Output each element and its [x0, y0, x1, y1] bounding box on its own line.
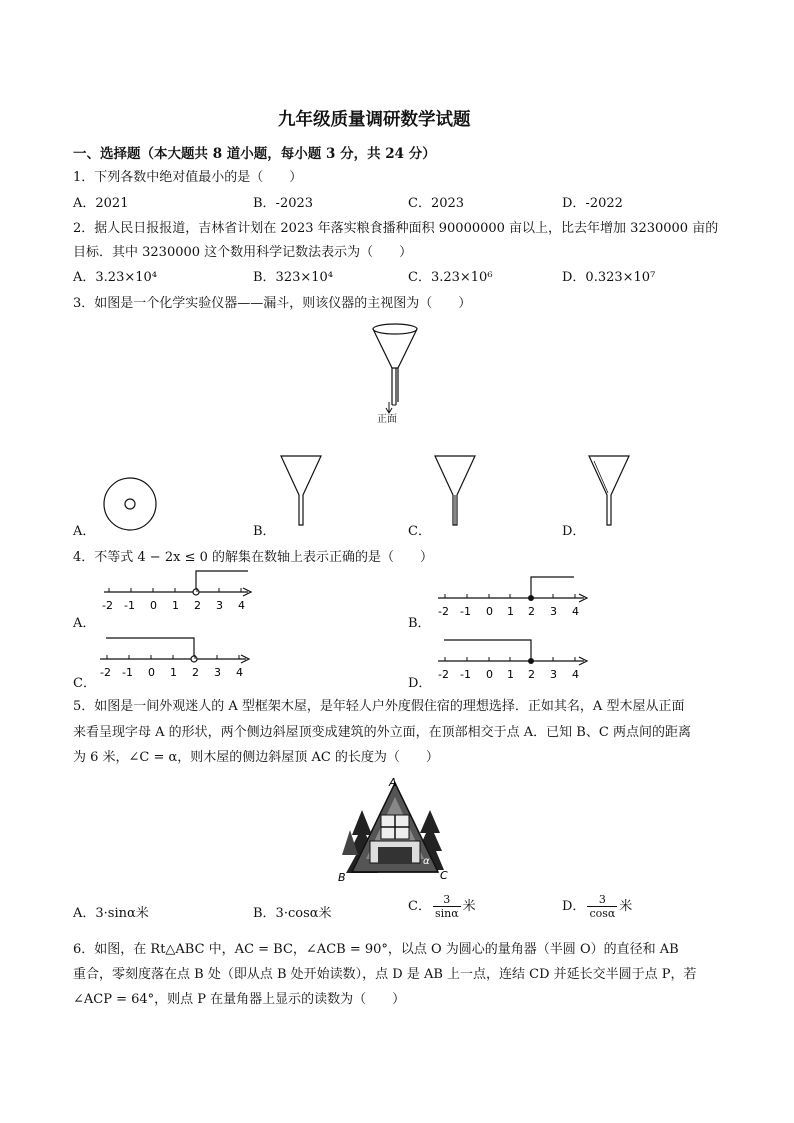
tick-label: 2 [194, 599, 201, 612]
tick-label: 4 [236, 666, 243, 678]
fraction-numerator: 3 [587, 893, 617, 907]
q6-line1: 6．如图，在 Rt△ABC 中，AC = BC，∠ACB = 90°，以点 O 为圆心的量角器（半圆 O）的直径和 AB [73, 942, 679, 957]
tick-label: 3 [550, 605, 557, 618]
tick-label: 0 [486, 605, 493, 618]
tick-label: 1 [172, 599, 179, 612]
label-alpha: α [423, 856, 430, 867]
q5-option-d[interactable] [562, 893, 632, 920]
tick-label: 0 [148, 666, 155, 678]
q2-option-d[interactable]: D．0.323×10⁷ [562, 270, 656, 285]
tick-label: 1 [170, 666, 177, 678]
tick-label: -1 [122, 666, 133, 678]
q1-stem: 1．下列各数中绝对值最小的是（ ） [73, 170, 303, 185]
tick-label: -1 [460, 668, 471, 680]
tick-label: -1 [460, 605, 471, 618]
tick-label: 4 [238, 599, 245, 612]
q1-option-b[interactable]: B．-2023 [253, 196, 314, 211]
fraction-denominator: cosα [589, 907, 616, 920]
q3-option-d-funnel-icon [588, 455, 630, 527]
q4-stem: 4．不等式 4 − 2x ≤ 0 的解集在数轴上表示正确的是（ ） [73, 550, 433, 565]
q4-option-a[interactable]: A． [73, 616, 96, 631]
label-c: C [440, 869, 448, 882]
q5-option-d-unit: 米 [619, 899, 633, 914]
q5-option-c-prefix: C． [408, 899, 431, 914]
q1-option-c[interactable]: C．2023 [408, 196, 465, 211]
q5-option-c[interactable] [408, 893, 476, 920]
q2-option-a[interactable]: A．3.23×10⁴ [73, 270, 157, 285]
tick-label: -2 [102, 599, 113, 612]
q5-option-c-unit: 米 [462, 899, 476, 914]
q2-option-b[interactable]: B．323×10⁴ [253, 270, 334, 285]
tick-label: -2 [438, 605, 449, 618]
q3-option-b-funnel-icon [280, 455, 322, 527]
q2-line2: 目标．其中 3230000 这个数用科学记数法表示为（ ） [73, 245, 413, 260]
q4-option-d[interactable]: D． [408, 676, 432, 691]
tick-label: 0 [150, 599, 157, 612]
tick-label: 1 [507, 668, 514, 680]
a-frame-cabin-figure [332, 775, 462, 885]
front-label: 正面 [377, 414, 397, 425]
q4-option-c-numberline [96, 630, 258, 678]
q4-option-b-numberline [434, 570, 594, 618]
q3-stem: 3．如图是一个化学实验仪器——漏斗，则该仪器的主视图为（ ） [73, 296, 472, 311]
q3-option-b[interactable]: B． [253, 524, 276, 539]
q4-option-d-numberline [434, 632, 594, 680]
tick-label: 2 [528, 605, 535, 618]
q3-option-a[interactable]: A． [73, 524, 96, 539]
q3-option-c[interactable]: C． [408, 524, 431, 539]
fraction-numerator: 3 [433, 893, 461, 907]
q5-line2: 来看呈现字母 A 的形状，两个侧边斜屋顶变成建筑的外立面，在顶部相交于点 A．已知 B、C 两点间的距离 [73, 725, 691, 740]
tick-label: 2 [192, 666, 199, 678]
tick-label: 2 [528, 668, 535, 680]
section-header: 一、选择题（本大题共 8 道小题，每小题 3 分，共 24 分） [73, 146, 436, 162]
tick-label: -2 [438, 668, 449, 680]
label-b: B [338, 871, 346, 884]
q5-option-c-fraction [433, 893, 461, 920]
q5-line3: 为 6 米，∠C = α，则木屋的侧边斜屋顶 AC 的长度为（ ） [73, 750, 439, 765]
label-a: A [389, 776, 397, 789]
q5-option-a[interactable]: A．3·sinα米 [73, 906, 149, 921]
q2-line1: 2．据人民日报报道，吉林省计划在 2023 年落实粮食播种面积 90000000 亩以上，比去年增加 3230000 亩的 [73, 221, 719, 236]
q6-line3: ∠ACP = 64°，则点 P 在量角器上显示的读数为（ ） [73, 992, 406, 1007]
q4-option-a-numberline [98, 566, 258, 614]
q3-option-d[interactable]: D． [562, 524, 586, 539]
q5-option-d-prefix: D． [562, 899, 586, 914]
q5-option-b[interactable]: B．3·cosα米 [253, 906, 332, 921]
q2-option-c[interactable]: C．3.23×10⁶ [408, 270, 493, 285]
tick-label: 1 [507, 605, 514, 618]
tick-label: 0 [486, 668, 493, 680]
tick-label: 3 [214, 666, 221, 678]
q3-option-c-funnel-icon [434, 455, 476, 527]
q3-option-a-circle-icon [102, 476, 158, 532]
q6-line2: 重合，零刻度落在点 B 处（即从点 B 处开始读数），点 D 是 AB 上一点，连结 CD 并延长交半圆于点 P，若 [73, 967, 697, 982]
tick-label: 4 [572, 605, 579, 618]
q5-option-d-fraction [587, 893, 617, 920]
tick-label: 3 [216, 599, 223, 612]
q4-option-b[interactable]: B． [408, 616, 431, 631]
tick-label: -2 [100, 666, 111, 678]
q5-line1: 5．如图是一间外观迷人的 A 型框架木屋，是年轻人户外度假住宿的理想选择．正如其名，A 型木屋从正面 [73, 699, 685, 714]
q4-option-c[interactable]: C． [73, 676, 96, 691]
page-title: 九年级质量调研数学试题 [278, 110, 471, 130]
tick-label: -1 [124, 599, 135, 612]
q1-option-a[interactable]: A．2021 [73, 196, 129, 211]
q1-option-d[interactable]: D．-2022 [562, 196, 623, 211]
fraction-denominator: sinα [434, 907, 459, 920]
tick-label: 3 [550, 668, 557, 680]
tick-label: 4 [572, 668, 579, 680]
